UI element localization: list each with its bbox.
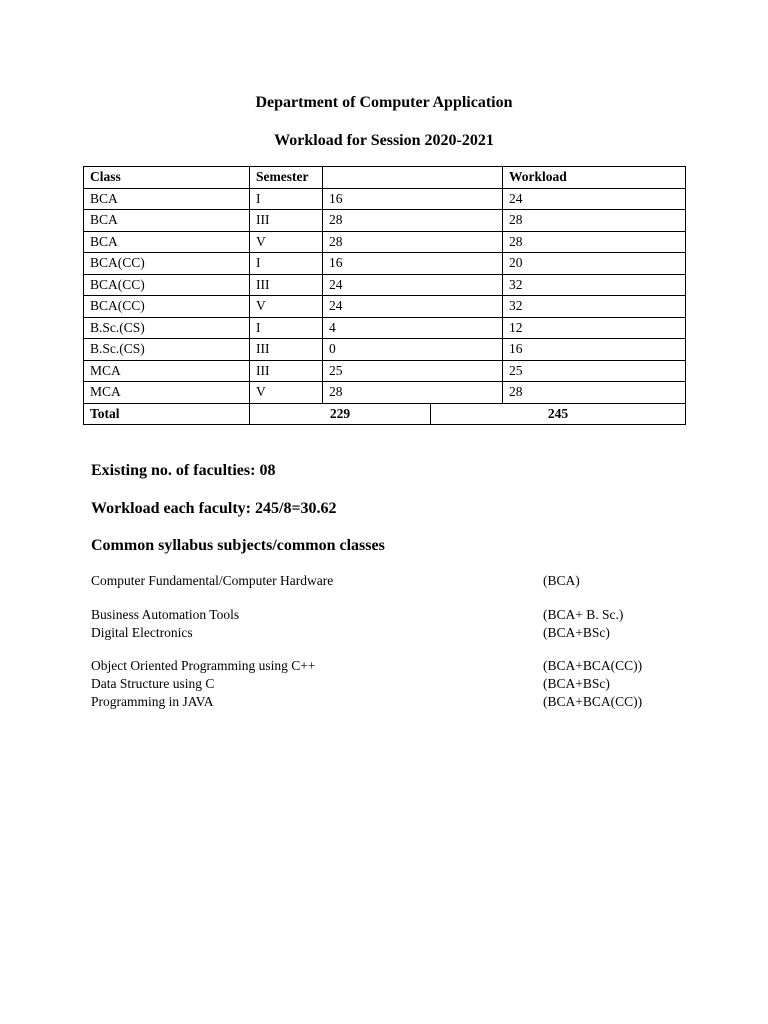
table-row	[84, 360, 686, 382]
cell-class: BCA	[84, 188, 250, 210]
table-row	[84, 188, 686, 210]
cell-value: 25	[323, 360, 503, 382]
subject-classes: (BCA+BSc)	[543, 625, 610, 640]
cell-workload: 28	[503, 382, 686, 404]
cell-workload: 20	[503, 253, 686, 275]
cell-semester: I	[250, 317, 323, 339]
header-blank	[323, 167, 503, 189]
cell-class: BCA(CC)	[84, 296, 250, 318]
cell-semester: V	[250, 296, 323, 318]
cell-value: 24	[323, 296, 503, 318]
cell-semester: V	[250, 231, 323, 253]
cell-value: 28	[323, 382, 503, 404]
cell-value: 0	[323, 339, 503, 361]
cell-workload: 32	[503, 296, 686, 318]
cell-workload: 12	[503, 317, 686, 339]
cell-semester: III	[250, 339, 323, 361]
cell-semester: III	[250, 274, 323, 296]
cell-workload: 28	[503, 210, 686, 232]
workload-each-faculty: Workload each faculty: 245/8=30.62	[91, 500, 337, 517]
total-value-b: 245	[431, 403, 686, 425]
subject-classes: (BCA+BCA(CC))	[543, 694, 643, 709]
cell-value: 16	[323, 253, 503, 275]
table-row	[84, 210, 686, 232]
cell-semester: V	[250, 382, 323, 404]
subject-classes: (BCA+ B. Sc.)	[543, 607, 624, 622]
cell-semester: III	[250, 360, 323, 382]
subject-row	[91, 606, 691, 624]
subject-row	[91, 572, 691, 590]
subject-classes: (BCA)	[543, 573, 580, 588]
existing-faculties: Existing no. of faculties: 08	[91, 462, 276, 479]
subject-name: Programming in JAVA	[91, 694, 214, 709]
header-workload: Workload	[503, 167, 686, 189]
cell-value: 4	[323, 317, 503, 339]
cell-class: MCA	[84, 382, 250, 404]
subject-row	[91, 693, 691, 711]
common-syllabus-heading: Common syllabus subjects/common classes	[91, 537, 385, 554]
cell-class: MCA	[84, 360, 250, 382]
cell-workload: 32	[503, 274, 686, 296]
cell-workload: 24	[503, 188, 686, 210]
cell-class: BCA	[84, 231, 250, 253]
table-row	[84, 274, 686, 296]
cell-value: 24	[323, 274, 503, 296]
subject-classes: (BCA+BCA(CC))	[543, 658, 643, 673]
table-row	[84, 339, 686, 361]
header-semester: Semester	[250, 167, 323, 189]
cell-workload: 25	[503, 360, 686, 382]
subject-name: Business Automation Tools	[91, 607, 240, 622]
subject-row	[91, 657, 691, 675]
cell-class: B.Sc.(CS)	[84, 339, 250, 361]
cell-value: 16	[323, 188, 503, 210]
total-value-a: 229	[250, 403, 431, 425]
cell-semester: I	[250, 253, 323, 275]
department-title: Department of Computer Application	[255, 94, 513, 111]
table-row	[84, 317, 686, 339]
subject-name: Object Oriented Programming using C++	[91, 658, 316, 673]
cell-semester: I	[250, 188, 323, 210]
table-row	[84, 231, 686, 253]
cell-class: BCA(CC)	[84, 274, 250, 296]
subject-name: Computer Fundamental/Computer Hardware	[91, 573, 334, 588]
total-row	[84, 403, 686, 425]
subject-row	[91, 624, 691, 642]
table-row	[84, 296, 686, 318]
total-label: Total	[84, 403, 250, 425]
cell-value: 28	[323, 210, 503, 232]
cell-class: B.Sc.(CS)	[84, 317, 250, 339]
subject-name: Digital Electronics	[91, 625, 193, 640]
table-header-row	[84, 167, 686, 189]
cell-semester: III	[250, 210, 323, 232]
cell-class: BCA	[84, 210, 250, 232]
subject-row	[91, 675, 691, 693]
subject-classes: (BCA+BSc)	[543, 676, 610, 691]
cell-value: 28	[323, 231, 503, 253]
cell-class: BCA(CC)	[84, 253, 250, 275]
workload-table	[83, 166, 686, 425]
cell-workload: 28	[503, 231, 686, 253]
header-class: Class	[84, 167, 250, 189]
subject-name: Data Structure using C	[91, 676, 215, 691]
table-row	[84, 253, 686, 275]
cell-workload: 16	[503, 339, 686, 361]
table-row	[84, 382, 686, 404]
session-title: Workload for Session 2020-2021	[274, 132, 494, 149]
